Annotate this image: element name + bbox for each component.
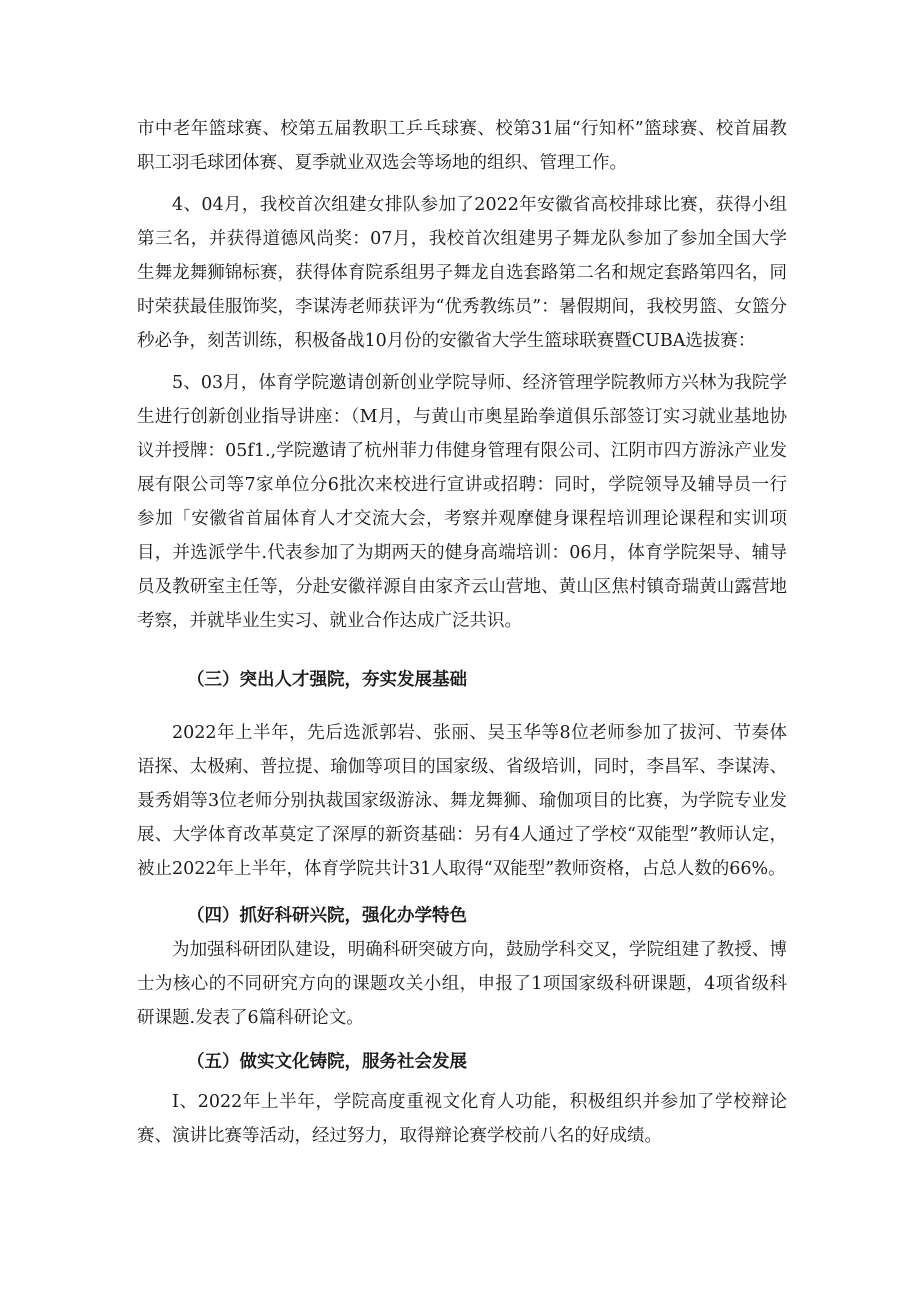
paragraph-research-teams: 为加强科研团队建设，明确科研突破方向，鼓励学科交叉，学院组建了教授、博士为核心的不同研究方向的课题攻关小组，申报了1项国家级科研课题，4项省级科研课题.发表了6篇科研论文。 bbox=[137, 940, 787, 1028]
paragraph-item-5-employment: 5、03月，体育学院邀请创新创业学院导师、经济管理学院教师方兴林为我院学生进行创新创业指导讲座：（M月，与黄山市奥星跆拳道俱乐部签订实习就业基地协议并授牌：05f1.,学院邀请了杭州菲力伟健身管理有限公司、江阴市四方游泳产业发展有限公司等7家单位分6批次来校进行宣讲或招聘：同时，学院领导及辅导员一行参加「安徽省首届体育人才交流大会，考察并观摩健身课程培训理论课程和实训项目，并选派学牛.代表参加了为期两天的健身高端培训：06月，体育学院架导、辅导员及教研室主任等，分赴安徽祥源自由家齐云山营地、黄山区焦村镇奇瑞黄山露营地考察，并就毕业生实习、就业合作达成广泛共识。 bbox=[137, 373, 787, 631]
paragraph-venue-management: 市中老年篮球赛、校第五届教职工乒乓球赛、校第31届“行知杯”篮球赛、校首届教职工羽毛球团体赛、夏季就业双选会等场地的组织、管理工作。 bbox=[137, 119, 787, 173]
paragraph-item-4-competitions: 4、04月，我校首次组建女排队参加了2022年安徽省高校排球比赛，获得小组第三名，并获得道德风尚奖：07月，我校首次组建男子舞龙队参加了参加全国大学生舞龙舞狮锦标赛，获得体育院系组男子舞龙自选套路第二名和规定套路第四名，同时荣获最佳服饰奖，李谋涛老师获评为“优秀教练员”：暑假期间，我校男篮、女篮分秒必争，刻苦训练，积极备战10月份的安徽省大学生篮球联赛暨CUBA选拔赛： bbox=[137, 195, 787, 351]
section-heading-talent: （三）突出人才强院，夯实发展基础 bbox=[187, 670, 467, 690]
section-heading-research: （四）抓好科研兴院，强化办学特色 bbox=[187, 906, 467, 926]
section-heading-culture: （五）做实文化铸院，服务社会发展 bbox=[187, 1052, 467, 1072]
paragraph-teacher-training: 2022年上半年，先后选派郭岩、张丽、吴玉华等8位老师参加了拔河、节奏体语探、太极痢、普拉提、瑜伽等项目的国家级、省级培训，同时，李昌军、李谋涛、聂秀娟等3位老师分别执裁国家级游泳、舞龙舞狮、瑜伽项目的比赛，为学院专业发展、大学体育改革莫定了深厚的新资基础：另有4人通过了学校“双能型”教师认定，被止2022年上半年，体育学院共计31人取得“双能型”教师资格，占总人数的66%。 bbox=[137, 723, 787, 879]
paragraph-culture-activities: I、2022年上半年，学院高度重视文化育人功能，积极组织并参加了学校辩论赛、演讲比赛等活动，经过努力，取得辩论赛学校前八名的好成绩。 bbox=[137, 1092, 787, 1146]
